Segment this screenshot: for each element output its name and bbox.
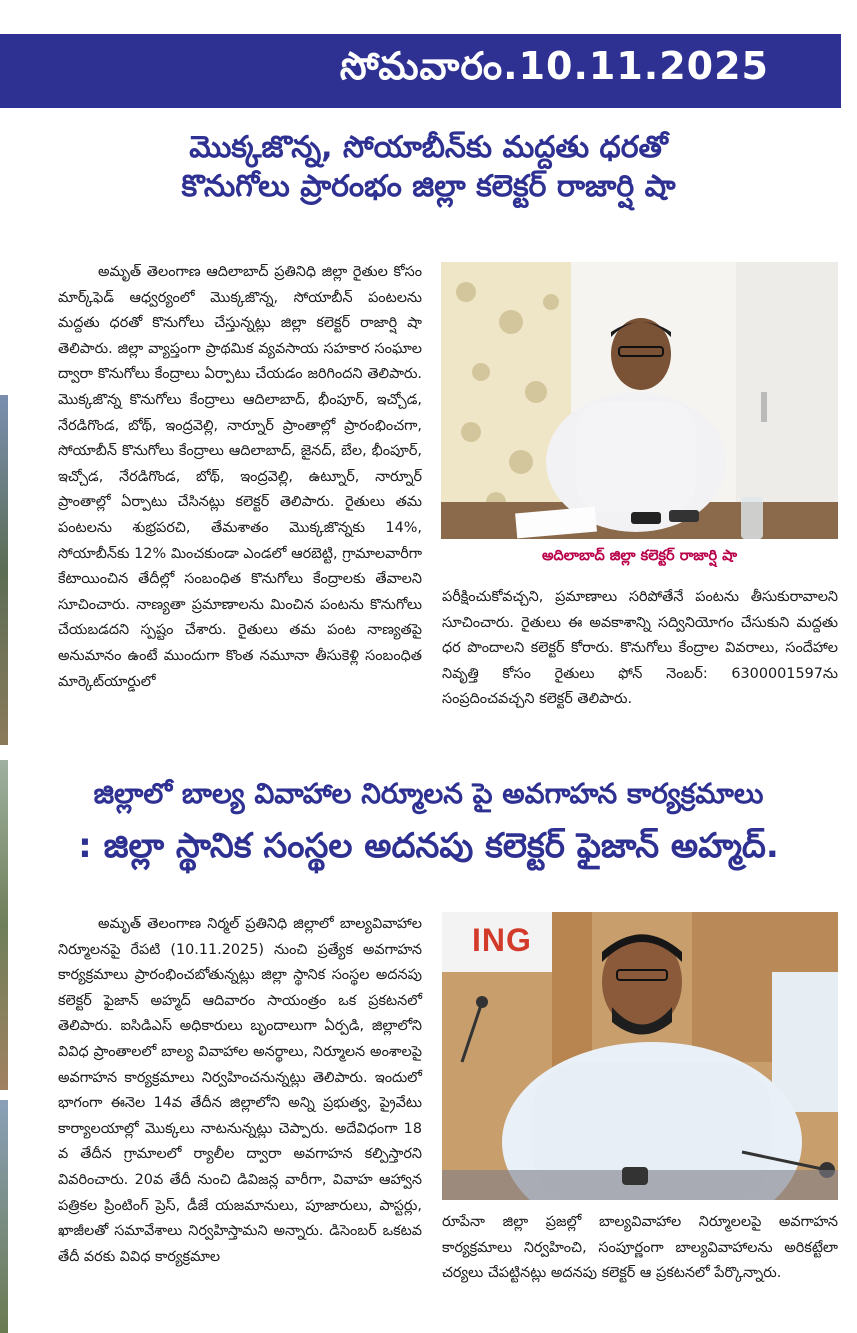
article1-photo-caption: అదిలాబాద్ జిల్లా కలెక్టర్ రాజార్షి షా [541,548,738,564]
article2-headline-line2: : జిల్లా స్థానిక సంస్థల అదనపు కలెక్టర్ ఫైజాన్ అహ్మద్. [78,826,779,867]
article2-headline-line1: జిల్లాలో బాల్య వివాహాల నిర్మూలన పై అవగాహన కార్యక్రమాలు [93,777,764,810]
left-edge-strip [0,1100,8,1333]
article1-body-left: అమృత్ తెలంగాణ ఆదిలాబాద్ ప్రతినిధి జిల్లా రైతుల కోసం మార్క్‌ఫెడ్ ఆధ్వర్యంలో మొక్కజొన్న, సోయాబీన్ పంటలను మద్దతు ధరతో కొనుగోలు చేస్తున్నట్లు జిల్లా కలెక్టర్ రాజార్షి షా తెలిపారు. జిల్లా వ్యాప్తంగా ప్రాథమిక వ్యవసాయ సహకార సంఘాల ద్వారా కొనుగోలు కేంద్రాలు ఏర్పాటు చేయడం జరిగిందని తెలిపారు. మొక్కజొన్న కొనుగోలు కేంద్రాలు ఆదిలాబాద్, భీంపూర్, ఇచ్చోడ, నేరడిగొండ, బోథ్, ఇంద్రవెల్లి, నార్నూర్ ప్రాంతాల్లో ప్రారంభించగా, సోయాబీన్ కొనుగోలు కేంద్రాలు ఆదిలాబాద్, జైనద్, బేల, భీంపూర్, ఇచ్చోడ, నేరడిగొండ, బోథ్, ఇంద్రవెల్లి, ఉట్నూర్, నార్నూర్ ప్రాంతాల్లో ఏర్పాటు చేసినట్లు కలెక్టర్ తెలిపారు. రైతులు తమ పంటలను శుభ్రపరచి, తేమశాతం మొక్కజొన్నకు 14%, సోయాబీన్‌కు 12% మించకుండా ఎండలో ఆరబెట్టి, గ్రామాలవారీగా కేటాయించిన తేదీల్లో సంబంధిత కొనుగోలు కేంద్రాలకు తేవాలని సూచించారు. నాణ్యతా ప్రమాణాలను మించిన పంటను కొనుగోలు చేయబడదని స్పష్టం చేశారు. రైతులు తమ పంట నాణ్యతపై అనుమానం ఉంటే ముందుగా కొంత నమూనా తీసుకెళ్లి సంబంధిత మార్కెట్‌యార్డులో [58,264,422,690]
article2-body-right: రూపేనా జిల్లా ప్రజల్లో బాల్యవివాహాల నిర్మూలలపై అవగాహన కార్యక్రమాలు నిర్వహించి, సంపూర్ణంగా బాల్యవివాహాలను అరికట్టేలా చర్యలు చేపట్టినట్లు అదనపు కలెక్టర్ ఆ ప్రకటనలో పేర్కొన్నారు. [442,1214,838,1282]
article2-photo-additional-collector [442,912,838,1200]
publication-date: సోమవారం.10.11.2025 [339,44,769,88]
date-banner [0,34,841,108]
article1-headline [0,128,857,206]
collector-photo-illustration [441,262,838,539]
photo-sign-text: ING [472,922,532,958]
article1-headline-line2: కొనుగోలు ప్రారంభం జిల్లా కలెక్టర్ రాజార్షి షా [181,169,676,204]
article1-photo-collector [441,262,838,539]
article2-body-left: అమృత్ తెలంగాణ నిర్మల్ ప్రతినిధి జిల్లాలో బాల్యవివాహాల నిర్మూలనపై రేపటి (10.11.2025) నుంచి ప్రత్యేక అవగాహన కార్యక్రమాలు ప్రారంభించబోతున్నట్లు జిల్లా స్థానిక సంస్థల అదనపు కలెక్టర్ ఫైజాన్ అహ్మద్ ఆదివారం సాయంత్రం ఒక ప్రకటనలో తెలిపారు. ఐసిడిఎస్ అధికారులు బృందాలుగా ఏర్పడి, జిల్లాలోని వివిధ ప్రాంతాలలో బాల్య వివాహాల అనర్థాలు, నిర్మూలన అంశాలపై అవగాహన కార్యక్రమాలు నిర్వహించనున్నట్లు తెలిపారు. ఇందులో భాగంగా ఈనెల 14వ తేదీన జిల్లాలోని అన్ని ప్రభుత్వ, ప్రైవేటు కార్యాలయాల్లో మొక్కలు నాటనున్నట్లు చెప్పారు. అదేవిధంగా 18 వ తేదీన గ్రామాలలో ర్యాలీల ద్వారా అవగాహన కల్పిస్తారని వివరించారు. 20వ తేదీ నుంచి డివిజన్ల వారీగా, వివాహ ఆహ్వాన పత్రికల ప్రింటింగ్ ప్రెస్, డీజే యజమానులు, పూజారులు, పాస్టర్లు, ఖాజీలతో సమావేశాలు నిర్వహిస్తామని అన్నారు. డిసెంబర్ ఒకటవ తేదీ వరకు వివిధ కార్యక్రమాల [58,916,422,1265]
article1-body-right: పరీక్షించుకోవచ్చని, ప్రమాణాలు సరిపోతేనే పంటను తీసుకురావాలని సూచించారు. రైతులు ఈ అవకాశాన్ని సద్వినియోగం చేసుకుని మద్దతు ధర పొందాలని కలెక్టర్ కోరారు. కొనుగోలు కేంద్రాల వివరాలు, సందేహాల నివృత్తి కోసం రైతులు ఫోన్ నెంబర్: 6300001597ను సంప్రదించవచ్చని కలెక్టర్ తెలిపారు. [442,589,838,708]
article1-headline-line1: మొక్కజొన్న, సోయాబీన్‌కు మద్దతు ధరతో [189,130,668,165]
left-edge-strip [0,395,8,745]
article2-headline [0,776,857,869]
